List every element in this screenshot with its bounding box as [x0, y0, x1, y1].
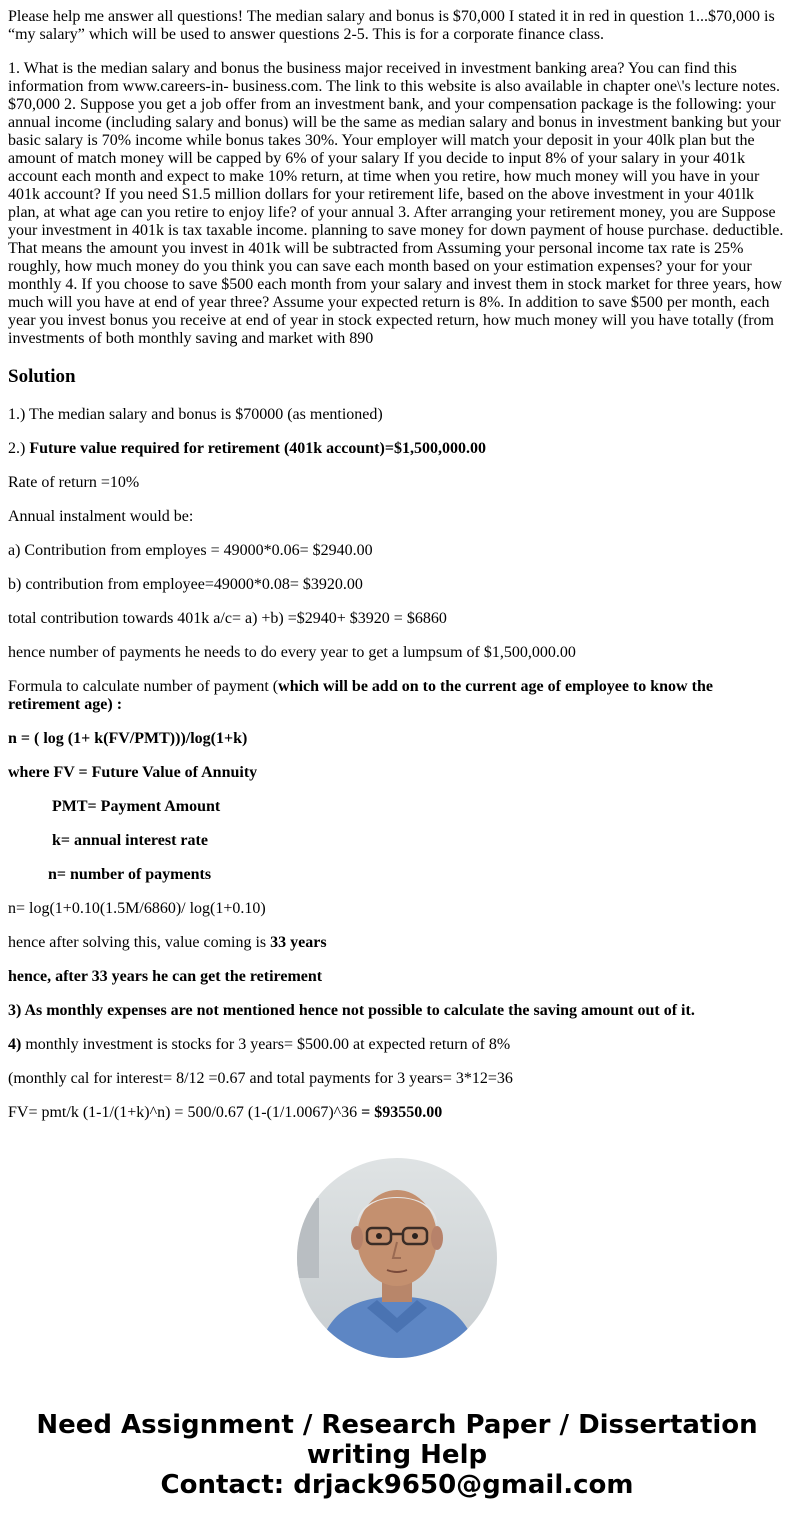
solution-answer-1: 1.) The median salary and bonus is $70000 (as mentioned)	[8, 406, 383, 423]
avatar	[297, 1158, 497, 1358]
answer-4-rest: monthly investment is stocks for 3 years= $500.00 at expected return of 8%	[21, 1036, 511, 1053]
where-k-text: k= annual interest rate	[52, 832, 208, 849]
question-intro: Please help me answer all questions! The median salary and bonus is $70,000 I stated it in red in question 1...$70,000 is “my salary” which will be used to answer questions 2-5. This is for a corporate finance class.	[8, 8, 775, 43]
solution-answer-3	[8, 1002, 786, 1020]
where-pmt	[8, 798, 786, 816]
future-value	[8, 1104, 786, 1122]
solution-answer-2	[8, 440, 786, 458]
footer-line-2: writing Help	[306, 1440, 488, 1470]
tutor-portrait-image	[297, 1158, 497, 1358]
answer-2-bold: Future value required for retirement (401k account)=$1,500,000.00	[29, 440, 486, 457]
contribution-employer: a) Contribution from employes = 49000*0.06= $2940.00	[8, 542, 373, 559]
result-bold: 33 years	[270, 934, 327, 951]
answer-3-text: 3) As monthly expenses are not mentioned hence not possible to calculate the saving amount out of it.	[8, 1002, 695, 1019]
question-body: 1. What is the median salary and bonus the business major received in investment banking area? You can find this information from www.careers-in- business.com. The link to this website is also available in chapter one\'s lecture notes. $70,000 2. Suppose you get a job offer from an investment bank, and your compensation package is the following: your annual income (including salary and bonus) will be the same as median salary and bonus in investment banking but your basic salary is 70% income while bonus takes 30%. Your employer will match your deposit in your 40lk plan but the amount of match money will be capped by 6% of your salary If you decide to input 8% of your salary in your 401k account each month and expect to make 10% return, at time when you retire, how much money will you have in your 401k account? If you need S1.5 million dollars for your retirement life, based on the above investment in your 401lk plan, at what age can you retire to enjoy life? of your annual 3. After arranging your retirement money, you are Suppose your investment in 401k is tax taxable income. planning to save money for down payment of house purchase. deductible. That means the amount you invest in 401k will be subtracted from Assuming your personal income tax rate is 25% roughly, how much money do you think you can save each month based on your estimation expenses? your for your monthly 4. If you choose to save $500 each month from your salary and invest them in stock market for three years, how much will you have at end of year three? Assume your expected return is 8%. In addition to save $500 per month, each year you invest bonus you receive at end of year in stock expected return, how much money will you have totally (from investments of both monthly saving and market with 890	[8, 60, 784, 347]
where-fv	[8, 764, 786, 782]
annual-instalment: Annual instalment would be:	[8, 508, 194, 525]
formula-intro	[8, 678, 786, 714]
formula-intro-prefix: Formula to calculate number of payment (	[8, 678, 279, 695]
formula	[8, 730, 786, 748]
answer-4-bold: 4)	[8, 1036, 22, 1053]
rate-of-return: Rate of return =10%	[8, 474, 140, 491]
where-n-text: n= number of payments	[48, 866, 212, 883]
payments-needed: hence number of payments he needs to do every year to get a lumpsum of $1,500,000.00	[8, 644, 576, 661]
footer-contact: Contact: drjack9650@gmail.com	[160, 1470, 634, 1500]
retirement	[8, 968, 786, 986]
total-contribution: total contribution towards 401k a/c= a) +b) =$2940+ $3920 = $6860	[8, 610, 447, 627]
contribution-employee: b) contribution from employee=49000*0.08= $3920.00	[8, 576, 363, 593]
footer-banner	[8, 1410, 786, 1500]
fv-prefix: FV= pmt/k (1-1/(1+k)^n) = 500/0.67 (1-(1/1.0067)^36	[8, 1104, 362, 1121]
result-prefix: hence after solving this, value coming is	[8, 934, 271, 951]
calculation: n= log(1+0.10(1.5M/6860)/ log(1+0.10)	[8, 900, 266, 917]
footer-line-1: Need Assignment / Research Paper / Dissertation	[36, 1410, 758, 1440]
result	[8, 934, 786, 952]
solution-heading: Solution	[8, 366, 76, 387]
retirement-text: hence, after 33 years he can get the retirement	[8, 968, 323, 985]
where-k	[8, 832, 786, 850]
formula-text: n = ( log (1+ k(FV/PMT)))/log(1+k)	[8, 730, 248, 747]
answer-2-prefix: 2.)	[8, 440, 30, 457]
formula-intro-bold: which will be add on to the current age of employee to know the retirement age) :	[8, 678, 713, 713]
where-pmt-text: PMT= Payment Amount	[52, 798, 221, 815]
monthly-calculation: (monthly cal for interest= 8/12 =0.67 and total payments for 3 years= 3*12=36	[8, 1070, 513, 1087]
solution-answer-4	[8, 1036, 786, 1054]
where-n	[8, 866, 786, 884]
fv-bold: = $93550.00	[361, 1104, 443, 1121]
where-fv-text: where FV = Future Value of Annuity	[8, 764, 258, 781]
solution-body	[8, 406, 786, 1122]
